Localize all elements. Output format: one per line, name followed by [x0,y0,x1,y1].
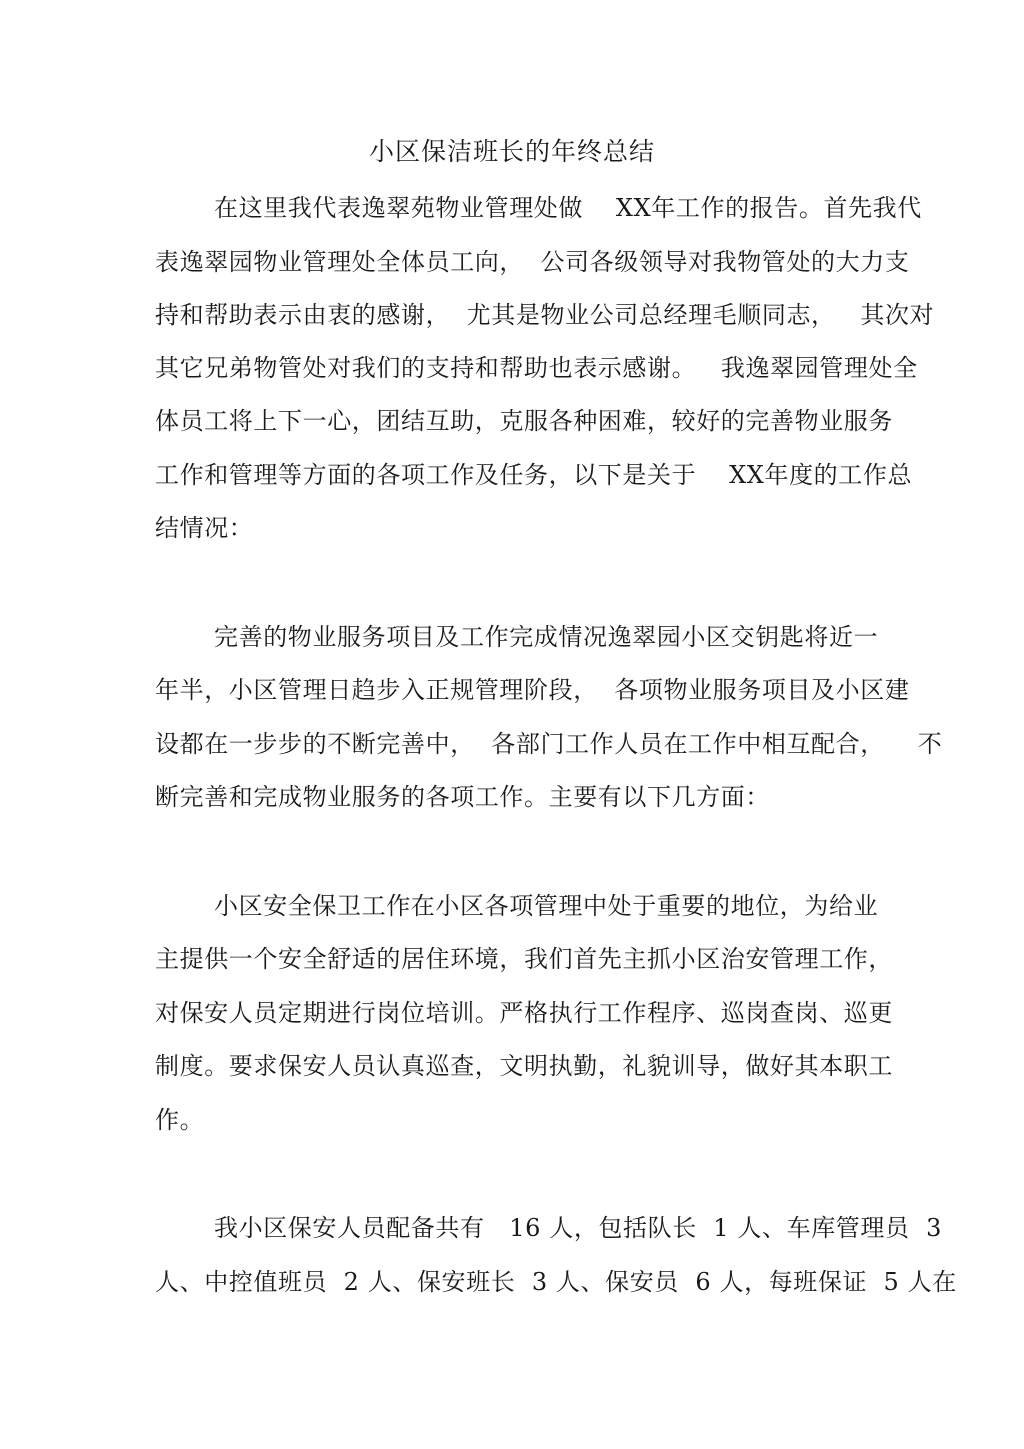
paragraph-2-line-4: 断完善和完成物业服务的各项工作。主要有以下几方面： [155,783,770,811]
paragraph-4-line-1: 我小区保安人员配备共有 16 人，包括队长 1 人、车库管理员 3 [214,1214,942,1242]
paragraph-4-line-2: 人、中控值班员 2 人、保安班长 3 人、保安员 6 人，每班保证 5 人在 [155,1268,957,1296]
paragraph-1-line-4: 其它兄弟物管处对我们的支持和帮助也表示感谢。 我逸翠园管理处全 [155,354,918,382]
paragraph-1-line-7: 结情况： [155,514,254,542]
paragraph-2-line-2: 年半，小区管理日趋步入正规管理阶段， 各项物业服务项目及小区建 [155,676,910,704]
paragraph-3-line-2: 主提供一个安全舒适的居住环境，我们首先主抓小区治安管理工作， [155,945,893,973]
paragraph-2-line-1: 完善的物业服务项目及工作完成情况逸翠园小区交钥匙将近一 [214,623,879,651]
paragraph-3-line-3: 对保安人员定期进行岗位培训。严格执行工作程序、巡岗查岗、巡更 [155,999,893,1027]
paragraph-3-line-4: 制度。要求保安人员认真巡查，文明执勤，礼貌训导，做好其本职工 [155,1052,893,1080]
paragraph-3-line-1: 小区安全保卫工作在小区各项管理中处于重要的地位，为给业 [214,892,879,920]
paragraph-1-line-3: 持和帮助表示由衷的感谢， 尤其是物业公司总经理毛顺同志， 其次对 [155,301,935,329]
paragraph-2-line-3: 设都在一步步的不断完善中， 各部门工作人员在工作中相互配合， 不 [155,730,943,758]
paragraph-1-line-5: 体员工将上下一心，团结互助，克服各种困难，较好的完善物业服务 [155,407,893,435]
paragraph-1-line-6: 工作和管理等方面的各项工作及任务，以下是关于 XX年度的工作总 [155,461,913,489]
paragraph-3-line-5: 作。 [155,1106,205,1134]
paragraph-1-line-2: 表逸翠园物业管理处全体员工向， 公司各级领导对我物管处的大力支 [155,248,910,276]
paragraph-1-line-1: 在这里我代表逸翠苑物业管理处做 XX年工作的报告。首先我代 [214,194,922,222]
document-title: 小区保洁班长的年终总结 [368,137,655,166]
